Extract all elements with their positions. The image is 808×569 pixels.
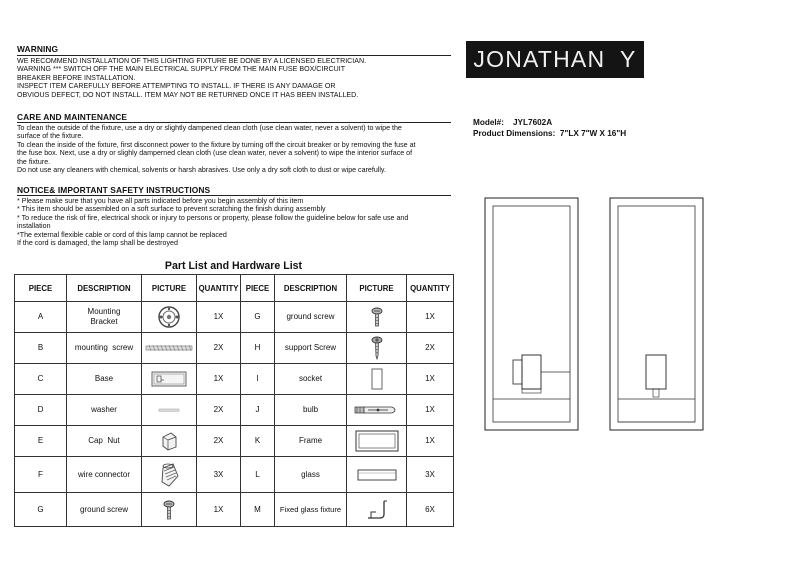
- washer-icon: [158, 407, 180, 413]
- notice-title: NOTICE& IMPORTANT SAFETY INSTRUCTIONS: [17, 185, 211, 195]
- piece-letter: H: [241, 333, 275, 364]
- dimensions-value: 7"LX 7"W X 16"H: [559, 129, 627, 138]
- table-row: [15, 302, 454, 333]
- piece-letter: G: [241, 302, 275, 333]
- table-header-row: [15, 275, 454, 302]
- part-description: Frame: [275, 426, 347, 457]
- table-row: [15, 364, 454, 395]
- glass-clip-icon: [364, 498, 390, 522]
- table-row: [15, 493, 454, 527]
- header-picture: PICTURE: [347, 275, 407, 302]
- support-screw-icon: [370, 336, 384, 360]
- bulb-icon: [354, 404, 400, 416]
- notice-divider: [17, 195, 451, 196]
- part-quantity: 2X: [197, 426, 241, 457]
- notice-line: If the cord is damaged, the lamp shall be destroyed: [17, 239, 178, 248]
- piece-letter: E: [15, 426, 67, 457]
- brand-logo-text: JONATHAN Y: [473, 46, 637, 72]
- notice-text: [17, 197, 408, 247]
- notice-line: *The external flexible cable or cord of this lamp cannot be replaced: [17, 230, 227, 239]
- part-description: socket: [275, 364, 347, 395]
- mounting-screw-icon: [144, 342, 194, 354]
- part-quantity: 1X: [197, 302, 241, 333]
- piece-letter: L: [241, 457, 275, 493]
- dimensions-label: Product Dimensions:: [473, 129, 556, 138]
- part-description: Fixed glass fixture: [275, 493, 347, 527]
- part-picture: [142, 457, 197, 493]
- part-quantity: 2X: [197, 333, 241, 364]
- part-quantity: 2X: [407, 333, 454, 364]
- part-description: ground screw: [275, 302, 347, 333]
- part-description: ground screw: [67, 493, 142, 527]
- piece-letter: F: [15, 457, 67, 493]
- part-description: support Screw: [275, 333, 347, 364]
- part-description: mounting screw: [67, 333, 142, 364]
- care-line: Do not use any cleaners with chemical, solvents or harsh abrasives. Use only a dry soft cloth to dust or wipe carefully.: [17, 166, 386, 175]
- piece-letter: I: [241, 364, 275, 395]
- warning-title: WARNING: [17, 44, 59, 54]
- header-piece: PIECE: [241, 275, 275, 302]
- care-text: [17, 124, 416, 174]
- table-row: [15, 333, 454, 364]
- socket-icon: [371, 368, 383, 390]
- part-description: bulb: [275, 395, 347, 426]
- part-description: wire connector: [67, 457, 142, 493]
- piece-letter: J: [241, 395, 275, 426]
- piece-letter: G: [15, 493, 67, 527]
- model-value: JYL7602A: [513, 118, 553, 127]
- header-picture: PICTURE: [142, 275, 197, 302]
- part-list-table: [14, 274, 454, 527]
- care-title: CARE AND MAINTENANCE: [17, 112, 128, 122]
- notice-line: * Please make sure that you have all parts indicated before you begin assembly of this item: [17, 197, 304, 205]
- fixture-front-view-drawing: [484, 197, 579, 432]
- header-description: DESCRIPTION: [275, 275, 347, 302]
- care-line: the fixture.: [17, 157, 51, 166]
- part-description: Mounting Bracket: [67, 302, 142, 333]
- part-quantity: 3X: [407, 457, 454, 493]
- notice-line: * This item should be assembled on a soft surface to prevent scratching the finish during assembly: [17, 205, 326, 214]
- part-picture: [347, 302, 407, 333]
- part-quantity: 6X: [407, 493, 454, 527]
- part-picture: [347, 426, 407, 457]
- piece-letter: K: [241, 426, 275, 457]
- care-line: the fuse box. Next, use a dry or slighly damperned clean cloth (use clean water, never a solvent) to wipe the interior surface of: [17, 149, 413, 158]
- care-line: To clean the inside of the fixture, first disconnect power to the fixture by turning off the circuit breaker or by removing the fuse at: [17, 140, 416, 149]
- piece-letter: C: [15, 364, 67, 395]
- brand-logo: [466, 41, 644, 78]
- fixture-side-view-drawing: [609, 197, 704, 432]
- piece-letter: B: [15, 333, 67, 364]
- part-picture: [347, 395, 407, 426]
- frame-icon: [355, 430, 399, 452]
- care-divider: [17, 122, 451, 123]
- ground-screw-icon: [369, 306, 385, 328]
- part-picture: [347, 333, 407, 364]
- warning-line: WE RECOMMEND INSTALLATION OF THIS LIGHTING FIXTURE BE DONE BY A LICENSED ELECTRICIAN.: [17, 57, 367, 65]
- part-picture: [347, 493, 407, 527]
- piece-letter: M: [241, 493, 275, 527]
- part-description: Cap Nut: [67, 426, 142, 457]
- part-quantity: 1X: [407, 364, 454, 395]
- warning-line: INSPECT ITEM CAREFULLY BEFORE ATTEMPTING TO INSTALL. IF THERE IS ANY DAMAGE OR: [17, 82, 336, 91]
- part-quantity: 1X: [197, 364, 241, 395]
- header-description: DESCRIPTION: [67, 275, 142, 302]
- piece-letter: D: [15, 395, 67, 426]
- part-picture: [347, 364, 407, 395]
- part-picture: [347, 457, 407, 493]
- product-dimensions: [473, 129, 626, 138]
- warning-text: [17, 57, 366, 99]
- part-list-title: Part List and Hardware List: [164, 260, 303, 272]
- part-picture: [142, 493, 197, 527]
- cap-nut-icon: [159, 431, 179, 451]
- ground-screw-icon: [161, 499, 177, 521]
- warning-line: OBVIOUS DEFECT, DO NOT INSTALL. ITEM MAY NOT BE RETURNED ONCE IT HAS BEEN INSTALLED.: [17, 90, 359, 99]
- part-quantity: 3X: [197, 457, 241, 493]
- warning-line: BREAKER BEFORE INSTALLATION.: [17, 73, 136, 82]
- table-row: [15, 457, 454, 493]
- wire-connector-icon: [157, 462, 181, 488]
- part-description: washer: [67, 395, 142, 426]
- part-quantity: 1X: [407, 426, 454, 457]
- care-line: To clean the outside of the fixture, use a dry or slightly dampened clean cloth (use clean water, never a solvent) to wipe the: [17, 124, 402, 132]
- piece-letter: A: [15, 302, 67, 333]
- table-row: [15, 395, 454, 426]
- part-description: Base: [67, 364, 142, 395]
- mounting-bracket-icon: [155, 305, 183, 329]
- header-quantity: QUANTITY: [197, 275, 241, 302]
- header-piece: PIECE: [15, 275, 67, 302]
- notice-line: * To reduce the risk of fire, electrical shock or injury to persons or property, please follow the guideline below for safe use and: [17, 213, 409, 222]
- notice-line: installation: [17, 222, 51, 231]
- glass-icon: [357, 468, 397, 482]
- part-picture: [142, 364, 197, 395]
- part-picture: [142, 426, 197, 457]
- model-number: [473, 118, 552, 127]
- header-quantity: QUANTITY: [407, 275, 454, 302]
- warning-divider: [17, 55, 451, 56]
- part-description: glass: [275, 457, 347, 493]
- warning-line: WARNING *** SWITCH OFF THE MAIN ELECTRICAL SUPPLY FROM THE MAIN FUSE BOX/CIRCUIT: [17, 65, 346, 74]
- part-picture: [142, 333, 197, 364]
- part-picture: [142, 395, 197, 426]
- part-quantity: 1X: [407, 302, 454, 333]
- care-line: surface of the fixture.: [17, 132, 84, 141]
- part-quantity: 1X: [407, 395, 454, 426]
- table-row: [15, 426, 454, 457]
- model-label: Model#:: [473, 118, 504, 127]
- base-icon: [151, 370, 187, 388]
- part-picture: [142, 302, 197, 333]
- part-quantity: 1X: [197, 493, 241, 527]
- part-quantity: 2X: [197, 395, 241, 426]
